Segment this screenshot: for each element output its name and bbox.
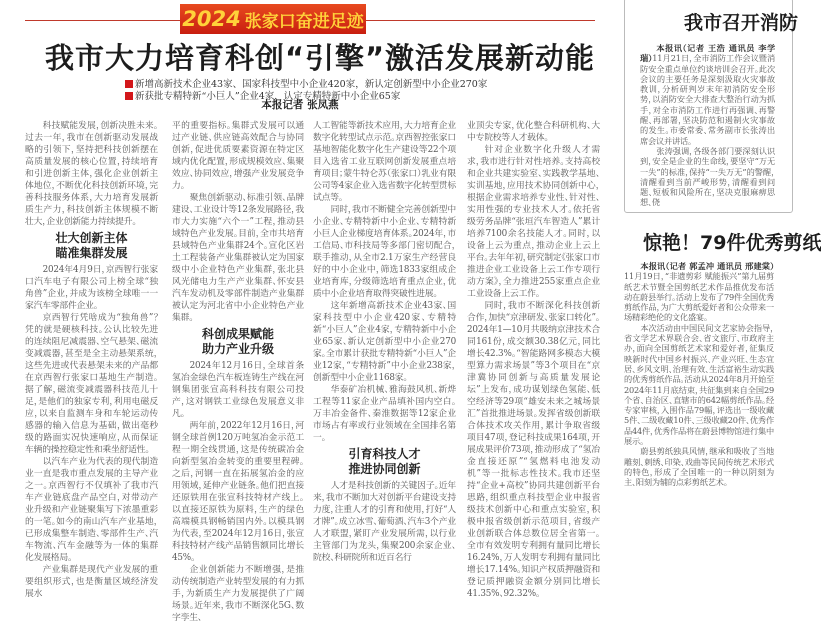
paragraph: 同时，我市不断深化科技创新合作，加快“京津研发、张家口转化”。2024年1—10月共吸纳京津技术合同161份，成交额30.38亿元，同比增长42.3%。“智能路网多模态大模型算力需求场景”等3个项目在“京津冀协同创新与高质量发展论坛”上发布，成功谋划绿色氢能、低空经济等29项“雄安未来之城场景汇”首批推进场景。发挥省级创新联合体技术攻关作用，累计争取省级项目47项，登记科技成果164项，开展成果评价73项，推动形成了“氢冶金直接还原”“氢燃料电池发动机”等一批标志性技术。我市还坚持“企业+高校”协同共建创新平台思路，组织重点科技型企业申报省级技术创新中心和重点实验室，积极申报省级创新示范项目，省级产业创新联合体总数位居全省第一。全市有效发明专利拥有量同比增长16.24%，万人发明专利拥有量同比增长17.14%。知识产权质押融资和登记质押融资金额分别同比增长41.35%、92.32%。 (467, 301, 600, 599)
subhead-line: 助力产业升级 (201, 342, 274, 356)
paragraph-text: 11月21日，全市消防工作会议暨消防安全重点单位约谈培训会召开。此次会议的主要任务是深刻汲取火灾事故教训，分析研判岁末年初消防安全形势，以消防安全大排查大整治行动为抓手，对全市消防工作进行再强调、再警醒、再部署，坚决防范和遏制火灾事故的发生。市委常委、常务副市长张涛出席会议并讲话。 (640, 53, 775, 146)
bullet-square-icon (125, 80, 133, 88)
subhead-line: 引育科技人才 (348, 447, 421, 461)
banner-text: 张家口奋进足迹 (244, 11, 364, 32)
paragraph (640, 43, 775, 146)
side-article-2 (624, 228, 821, 488)
paragraph: 蔚县剪纸独具风情，继承和吸收了当地雕刻、刺绣、印染、戏曲等民间传统艺术形式的特色，形成了全国唯一的一种以阴刻为主、阳刻为辅的点彩剪纸艺术。 (624, 446, 774, 488)
article-column-3 (313, 120, 456, 564)
section-subhead (172, 327, 304, 357)
paragraph: 产业集群是现代产业发展的重要组织形式，也是衡量区域经济发展水 (25, 565, 158, 599)
article-column-4 (467, 120, 600, 600)
side-article-2-headline: 惊艳！79件优秀剪纸 (643, 232, 821, 254)
paragraph: 科技赋能发展，创新决胜未来。过去一年，我市在创新驱动发展战略的引领下，坚持把科技创新摆在高质量发展的核心位置，持续培育和引进创新主体，强化企业创新主体地位，不断优化科技创新环境，完善科技服务体系，大力培育发展新质生产力，科技创新主体规模不断壮大，企业创新能力持续提升。 (25, 121, 158, 227)
paragraph: 2024年4月9日，京西智行张家口汽车电子有限公司上榜全球“独角兽”企业，并成为该榜全球唯一一家汽车零部件企业。 (25, 265, 158, 311)
paragraph: 企业创新能力不断增强，是推动传统制造产业转型发展的有力抓手，为新质生产力发展提供了广阔场景。近年来，我市不断深化5G、数字孪生、 (172, 565, 304, 623)
paragraph: 京西智行凭啥成为“独角兽”？凭的就是硬核科技。公认比较先进的连续阻尼减震器、空气悬架、磁流变减震器，甚至是全主动悬架系统，这些先进或代表悬架未来的产品都在京西智行张家口基地生产制造。据了解，磁流变减震器科技范儿十足，是他们的独家专利，利用电磁反应，以来自监测车身和车轮运动传感器的输入信息为基础，做出毫秒级的路面实况快速响应，从而保证车辆的操控稳定性和乘坐舒适性。 (25, 313, 158, 455)
paragraph: 2024年12月16日，全球首条氢冶金绿色汽车板连铸生产线在河钢集团张宣高科科技有限公司投产，这对钢铁工业绿色发展意义非凡。 (172, 361, 304, 419)
banner-year: 2024 (182, 7, 241, 31)
paragraph: 聚焦创新驱动、标准引领、品牌建设、工业设计等12条发展路径，我市大力实施“六个一”工程，推动县域特色产业发展。目前，全市共培育县域特色产业集群24个。宣化区岩土工程装备产业集群被认定为国家级中小企业特色产业集群，张北县风光储电力生产产业集群、怀安县汽车发动机及零部件制造产业集群被认定为河北省中小企业特色产业集群。 (172, 193, 304, 323)
byline: 本报记者 张凤燕 (261, 99, 339, 111)
paragraph: 张涛强调，各级各部门要深刻认识到，安全是企业的生命线，要坚守“万无一失”的标准，保持“一失万无”的警醒，清醒看到当前严峻形势，清醒看到问题、短板和风险所在，坚决克服麻痹思想、侥 (640, 145, 775, 208)
paragraph-text: 11月19日，“非遗剪彩 赋能振兴”第九届剪纸艺术节暨全国剪纸艺术作品推优发布活动在蔚县举行。活动上发布了79件全国优秀剪纸作品，为广大剪纸爱好者和公众带来一场精彩绝伦的文化盛宴。 (624, 271, 774, 323)
subhead-line: 推进协同创新 (348, 462, 421, 476)
paragraph: 华泰矿冶机械、雅海鼓风机、新烨工程等11家企业产品填补国内空白。万丰冶金备件、秦淮数据等12家企业市场占有率或行业领域在全国排名第一。 (313, 385, 456, 443)
section-subhead (313, 447, 456, 477)
subtitle-text: 新获批专精特新“小巨人”企业4家，认定专精特新中小企业65家 (135, 91, 401, 102)
section-banner (180, 4, 366, 34)
paragraph: 针对企业数字化升级人才需求，我市进行针对性培养。支持高校和企业共建实验室、实践教学基地、实训基地，应用技术协同创新中心，根据企业需求培养专业性、针对性、实用性强的专业技术人才。依托省级劳务品牌“张垣汽车智造人”累计培养7100余名技能人才。同时，以设备上云为重点，推动企业上云上平台。去年年初，研究制定《张家口市推进企业工业设备上云工作专项行动方案》，全力推进255家重点企业工业设备上云工作。 (467, 145, 600, 299)
subhead-line: 瞄准集群发展 (55, 246, 128, 260)
subhead-line: 壮大创新主体 (55, 231, 128, 245)
side-article-1-body (640, 43, 775, 208)
paragraph: 业顶尖专家，优化整合科研机构、大中专院校等人才载体。 (467, 121, 600, 143)
paragraph: 平的重要指标。集群式发展可以通过产业链、供应链高效配合与协同创新，促进优质要素资源在特定区域内优化配置，形成规模效应、集聚效应、协同效应，增强产业发展竞争力。 (172, 121, 304, 191)
paragraph: 本次活动由中国民间文艺家协会指导，省文学艺术界联合会、省文旅厅、市政府主办，面向全国剪纸艺术家和爱好者，征集反映新时代中国乡村振兴、产业兴旺、生态宜居、乡风文明、治理有效、生活富裕生动实践的优秀剪纸作品。活动从2024年8月开始至2024年11月底结束，共征集到来自全国29个省、自治区、直辖市的642幅剪纸作品。经专家审核，入围作品79幅，评选出一级收藏5件、二级收藏10件、三级收藏20件、优秀作品44件，优秀作品将在蔚县博物馆进行集中展示。 (624, 322, 774, 447)
dateline: 本报讯（记者 王浩 通讯员 李学瑞） (640, 43, 775, 64)
dateline: 本报讯（记者 郭孟冲 通讯员 邢建棠） (640, 261, 774, 271)
subtitle-text: 新增高新技术企业43家、国家科技型中小企业420家，新认定创新型中小企业270家 (135, 79, 488, 90)
side-article-2-body (624, 261, 774, 488)
section-subhead (25, 231, 158, 261)
paragraph: 人才是科技创新的关键因子。近年来，我市不断加大对创新平台建设支持力度，注重人才的引育和使用，打好“人才牌”。成立冰雪、葡萄酒、汽车3个产业人才联盟，紧盯产业发展所需，以行业主管部门为龙头，集聚200余家企业、院校、科研院所和近百名行 (313, 481, 456, 563)
paragraph: 人工智能等新技术应用，大力培育企业数字化转型试点示范。京西智控张家口基地智能化数字化生产建设等22个项目入选省工业互联网创新发展重点培育项目；蒙牛特仑苏（张家口）乳业有限公司等4家企业入选省数字化转型贯标试点等。 (313, 121, 456, 203)
paragraph: 同时，我市不断健全完善创新型中小企业、专精特新中小企业、专精特新小巨人企业梯度培育体系。2024年，市工信局、市科技局等多部门密切配合，联手推动，从全市2.1万家生产经营良好的中小企业中，筛选1833家组成企业培育库，分级筛选培育重点企业，优质中小企业培育取得突破性进展。 (313, 205, 456, 299)
side-article-box (624, 0, 799, 213)
subhead-line: 科创成果赋能 (201, 327, 274, 341)
paragraph: 这年新增高新技术企业43家、国家科技型中小企业420家、专精特新“小巨人”企业4家，专精特新中小企业65家、新认定创新型中小企业270家。全市累计获批专精特新“小巨人”企业12家，“专精特新”中小企业238家，创新型中小企业1168家。 (313, 301, 456, 383)
article-column-1 (25, 120, 158, 600)
paragraph (624, 261, 774, 323)
paragraph: 以汽车产业为代表的现代制造业一直是我市重点发展的主导产业之一。京西智行不仅填补了我市汽车产业链底盘产品空白，对带动产业升级和产业链聚集写下浓墨重彩的一笔。如今的南山汽车产业基地，已形成集整车制造、零部件生产、汽车物流、汽车金融等为一体的集群化发展格局。 (25, 457, 158, 563)
side-article-1-headline: 我市召开消防 (684, 12, 799, 34)
article-column-2 (172, 120, 304, 624)
article-headline: 我市大力培育科创“引擎”激活发展新动能 (44, 41, 596, 75)
paragraph: 两年前，2022年12月16日，河钢全球首例120万吨氢冶金示范工程一期全线贯通，这是传统碳冶金向新型氢冶金转变的重要里程碑。之后，河钢一直在拓展氢冶金的应用领域，延伸产业链条。他们把直接还原铁用在张宣科技特材产线上。以直接还原铁为原料，生产的绿色高端模具钢畅销国内外。以模具钢为代表，至2024年12月16日，张宣科技特材产线产品销售额同比增长45%。 (172, 421, 304, 563)
